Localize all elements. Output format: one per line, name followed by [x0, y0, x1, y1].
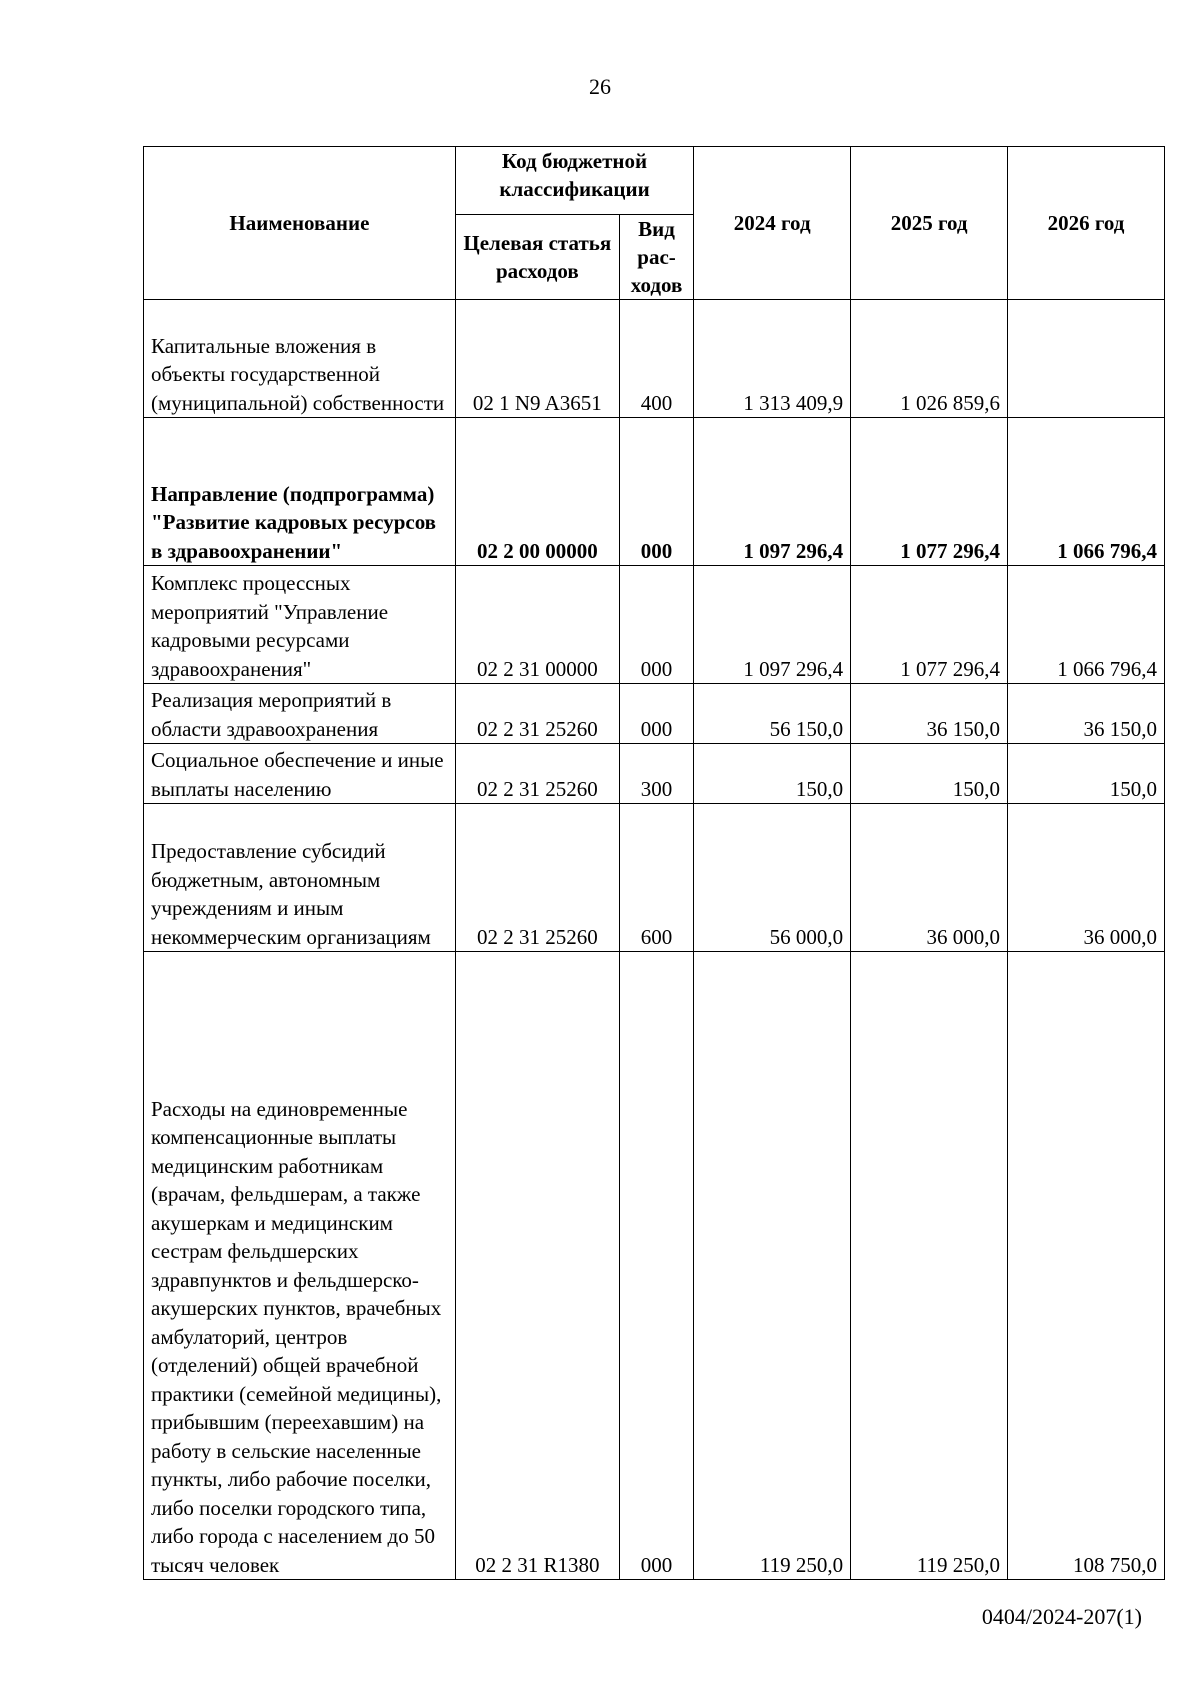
header-code-group: Код бюджетной классификации — [455, 147, 693, 215]
header-2026: 2026 год — [1008, 147, 1165, 300]
row-value-2025: 119 250,0 — [851, 952, 1008, 1580]
header-expense-type: Вид рас-ходов — [619, 215, 693, 300]
row-name: Расходы на единовременные компенсационные выплаты медицинским работникам (врачам, фельдшерам, а также акушеркам и медицинским сестрам фельдшерских здравпунктов и фельдшерско-акушерских пунктов, врачебных амбулаторий, центров (отделений) общей врачебной практики (семейной медицины), прибывшим (переехавшим) на работу в сельские населенные пункты, либо рабочие поселки, либо поселки городского типа, либо города с населением до 50 тысяч человек — [144, 952, 456, 1580]
table-row — [144, 952, 1165, 1580]
table-header — [144, 147, 1165, 300]
row-value-2024: 56 000,0 — [694, 804, 851, 952]
row-value-2026: 36 000,0 — [1008, 804, 1165, 952]
row-name: Комплекс процессных мероприятий "Управление кадровыми ресурсами здравоохранения" — [144, 566, 456, 684]
row-name: Предоставление субсидий бюджетным, автономным учреждениям и иным некоммерческим организациям — [144, 804, 456, 952]
row-value-2026: 150,0 — [1008, 744, 1165, 804]
row-value-2024: 56 150,0 — [694, 684, 851, 744]
row-target-article: 02 2 31 00000 — [455, 566, 619, 684]
row-value-2026: 1 066 796,4 — [1008, 566, 1165, 684]
row-name: Капитальные вложения в объекты государственной (муниципальной) собственности — [144, 300, 456, 418]
row-value-2024: 1 097 296,4 — [694, 418, 851, 566]
row-target-article: 02 2 31 25260 — [455, 804, 619, 952]
row-expense-type: 000 — [619, 684, 693, 744]
row-name: Социальное обеспечение и иные выплаты населению — [144, 744, 456, 804]
row-expense-type: 600 — [619, 804, 693, 952]
row-target-article: 02 2 31 R1380 — [455, 952, 619, 1580]
header-2025: 2025 год — [851, 147, 1008, 300]
row-value-2025: 1 077 296,4 — [851, 566, 1008, 684]
row-value-2024: 1 097 296,4 — [694, 566, 851, 684]
page-number: 26 — [589, 74, 611, 99]
row-name: Направление (подпрограмма) "Развитие кадровых ресурсов в здравоохранении" — [144, 418, 456, 566]
table-row — [144, 744, 1165, 804]
row-expense-type: 000 — [619, 418, 693, 566]
table-row — [144, 418, 1165, 566]
row-target-article: 02 1 N9 A3651 — [455, 300, 619, 418]
header-name: Наименование — [144, 147, 456, 300]
row-expense-type: 400 — [619, 300, 693, 418]
row-value-2025: 36 000,0 — [851, 804, 1008, 952]
row-value-2024: 119 250,0 — [694, 952, 851, 1580]
header-2024: 2024 год — [694, 147, 851, 300]
row-value-2025: 1 026 859,6 — [851, 300, 1008, 418]
document-code: 0404/2024-207(1) — [981, 1604, 1142, 1629]
row-value-2026: 1 066 796,4 — [1008, 418, 1165, 566]
row-target-article: 02 2 00 00000 — [455, 418, 619, 566]
header-target-article: Целевая статья расходов — [455, 215, 619, 300]
row-expense-type: 000 — [619, 566, 693, 684]
budget-table — [143, 146, 1165, 1580]
table-body — [144, 300, 1165, 1580]
row-name: Реализация мероприятий в области здравоохранения — [144, 684, 456, 744]
row-target-article: 02 2 31 25260 — [455, 684, 619, 744]
row-expense-type: 300 — [619, 744, 693, 804]
row-value-2026: 108 750,0 — [1008, 952, 1165, 1580]
table-row — [144, 804, 1165, 952]
row-value-2025: 150,0 — [851, 744, 1008, 804]
table-row — [144, 684, 1165, 744]
table-row — [144, 566, 1165, 684]
row-value-2025: 1 077 296,4 — [851, 418, 1008, 566]
row-value-2024: 150,0 — [694, 744, 851, 804]
row-target-article: 02 2 31 25260 — [455, 744, 619, 804]
row-value-2025: 36 150,0 — [851, 684, 1008, 744]
table-row — [144, 300, 1165, 418]
row-value-2024: 1 313 409,9 — [694, 300, 851, 418]
row-expense-type: 000 — [619, 952, 693, 1580]
row-value-2026: 36 150,0 — [1008, 684, 1165, 744]
row-value-2026 — [1008, 300, 1165, 418]
